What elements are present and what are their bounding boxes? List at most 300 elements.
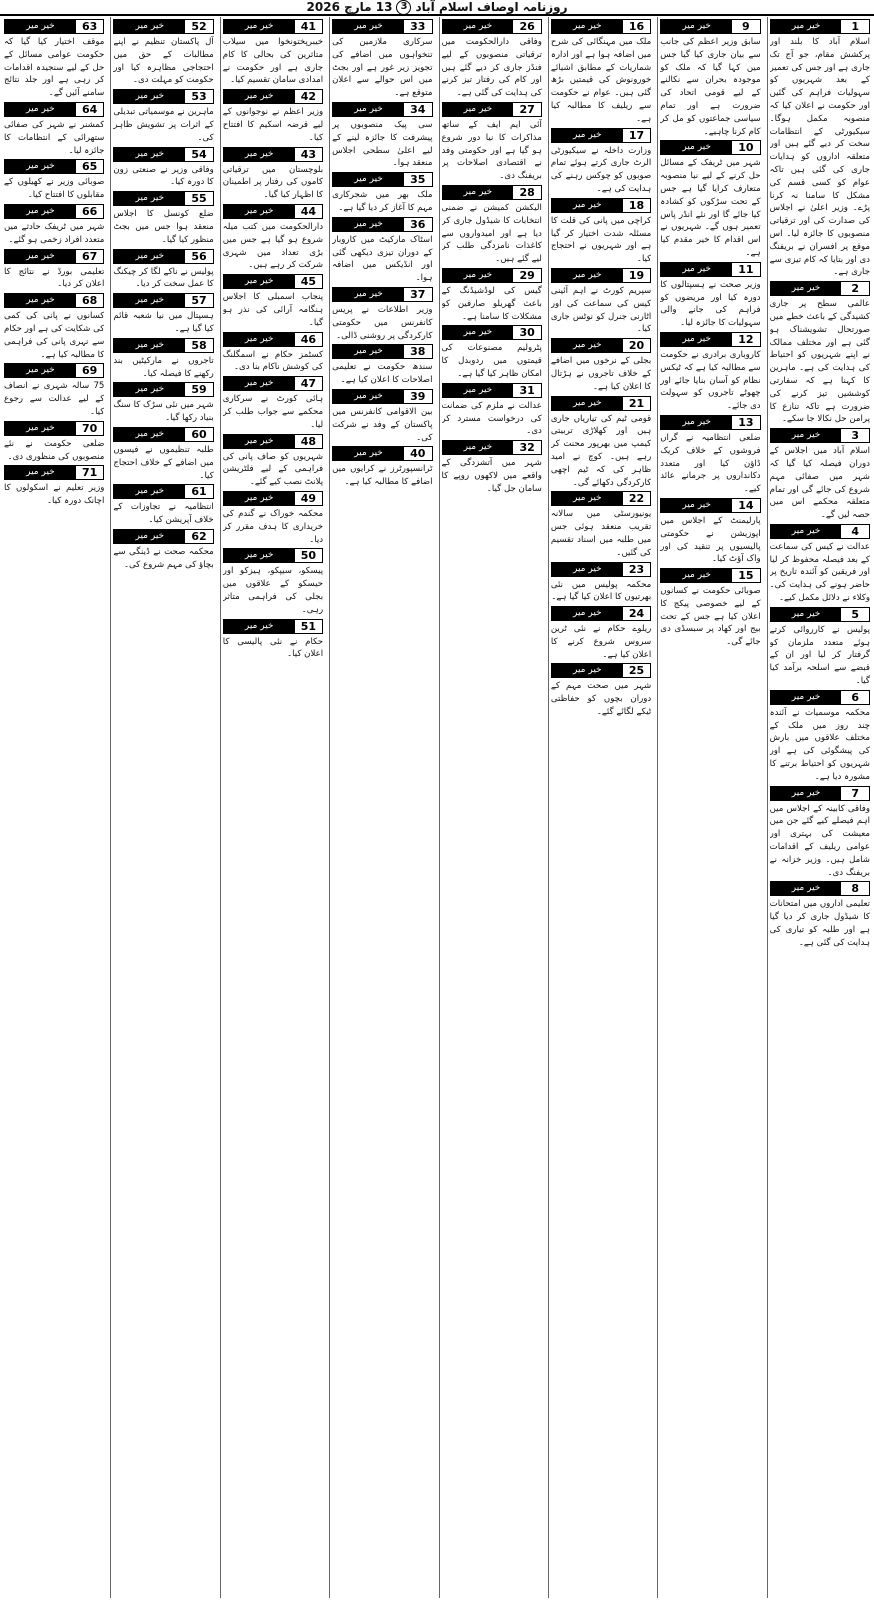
item-header — [223, 619, 323, 634]
item-label: خیر میر — [661, 333, 732, 346]
columns-container — [2, 17, 872, 1598]
item-header — [223, 491, 323, 506]
item-label: خیر میر — [771, 429, 842, 442]
item-header — [223, 274, 323, 289]
item-label: خیر میر — [443, 326, 514, 339]
item-label: خیر میر — [552, 664, 623, 677]
news-item — [770, 786, 870, 880]
item-label: خیر میر — [5, 160, 76, 173]
item-label: خیر میر — [771, 282, 842, 295]
item-header — [113, 249, 213, 264]
item-text: قومی ٹیم کی تیاریاں جاری ہیں اور کھلاڑی تربیتی کیمپ میں بھرپور محنت کر رہے ہیں۔ کوچ نے امید ظاہر کی کہ ٹیم اچھی کارکردگی دکھائے گی۔ — [550, 413, 652, 488]
item-header — [660, 568, 760, 583]
item-number: 38 — [404, 345, 432, 358]
news-item — [4, 204, 104, 247]
news-item — [770, 607, 870, 688]
item-number: 21 — [623, 397, 651, 410]
item-label: خیر میر — [5, 20, 76, 33]
item-header — [332, 446, 432, 461]
item-number: 68 — [76, 294, 104, 307]
item-number: 17 — [623, 129, 651, 142]
item-header — [332, 287, 432, 302]
item-text: شہر میں ٹریفک حادثے میں متعدد افراد زخمی ہو گئے۔ — [4, 221, 105, 245]
item-text: عدالت نے کیس کی سماعت کے بعد فیصلہ محفوظ کر لیا اور فریقین کو آئندہ تاریخ پر حاضر ہونے کی ہدایت کی۔ وکلاء نے دلائل مکمل کیے۔ — [769, 541, 870, 604]
item-text: محکمہ خوراک نے گندم کی خریداری کا ہدف مقرر کر دیا۔ — [222, 508, 324, 545]
item-text: شہر میں ٹریفک کے مسائل حل کرنے کے لیے نیا منصوبہ متعارف کرایا گیا ہے جس کے تحت سڑکوں کو کشادہ کیا جائے گا اور نئے انڈر پاس تعمیر ہوں گے۔ شہریوں نے اس اقدام کا خیر مقدم کیا ہے۔ — [660, 158, 761, 258]
item-number: 22 — [623, 492, 651, 505]
item-label: خیر میر — [114, 250, 185, 263]
item-number: 50 — [295, 549, 323, 562]
item-header — [4, 102, 104, 117]
item-header — [223, 332, 323, 347]
item-text: وزیر اطلاعات نے پریس کانفرنس میں حکومتی کارکردگی پر روشنی ڈالی۔ — [332, 304, 433, 341]
item-label: خیر میر — [443, 269, 514, 282]
item-number: 15 — [732, 569, 760, 582]
news-item — [332, 344, 432, 387]
news-item — [551, 663, 651, 718]
item-header — [332, 172, 432, 187]
news-item — [551, 396, 651, 490]
item-number: 25 — [623, 664, 651, 677]
item-text: شہر میں آتشزدگی کے واقعے میں لاکھوں روپے کا سامان جل گیا۔ — [441, 458, 542, 494]
news-column — [2, 17, 106, 1598]
item-header — [551, 606, 651, 621]
item-header — [332, 102, 432, 117]
item-number: 4 — [841, 525, 869, 538]
item-text: سی پیک منصوبوں پر پیشرفت کا جائزہ لینے کے لیے اعلیٰ سطحی اجلاس منعقد ہوا۔ — [332, 119, 433, 169]
item-number: 33 — [404, 20, 432, 33]
news-item — [660, 415, 760, 496]
item-number: 45 — [295, 275, 323, 288]
item-text: صوبائی وزیر نے کھیلوں کے مقابلوں کا افتتاح کیا۔ — [4, 177, 105, 201]
item-label: خیر میر — [333, 173, 404, 186]
news-item — [4, 19, 104, 100]
item-label: خیر میر — [333, 447, 404, 460]
item-number: 43 — [295, 148, 323, 161]
item-number: 54 — [185, 148, 213, 161]
news-item — [551, 128, 651, 196]
item-label: خیر میر — [552, 492, 623, 505]
item-text: شہر میں نئی سڑک کا سنگ بنیاد رکھا گیا۔ — [113, 400, 214, 424]
item-header — [551, 198, 651, 213]
news-item — [113, 147, 213, 190]
item-text: وفاقی دارالحکومت میں ترقیاتی منصوبوں کے لیے فنڈز جاری کر دیے گئے ہیں اور کام کی رفتار تیز کرنے کی ہدایت کی گئی ہے۔ — [441, 37, 542, 99]
item-text: پیسکو، سیپکو، ہیزکو اور حیسکو کے علاقوں میں بجلی کی فراہمی متاثر رہی۔ — [222, 566, 324, 615]
item-header — [551, 396, 651, 411]
news-item — [113, 293, 213, 336]
item-text: وفاقی کابینہ کے اجلاس میں اہم فیصلے کیے گئے جن میں معیشت کی بہتری اور عوامی ریلیف کے اقدامات شامل ہیں۔ وزیر خزانہ نے بریفنگ دی۔ — [769, 803, 870, 878]
item-header — [770, 786, 870, 801]
news-item — [4, 293, 104, 361]
item-number: 31 — [513, 384, 541, 397]
item-header — [770, 607, 870, 622]
item-header — [660, 19, 760, 34]
item-number: 6 — [841, 691, 869, 704]
item-header — [4, 249, 104, 264]
item-number: 63 — [76, 20, 104, 33]
item-label: خیر میر — [224, 377, 295, 390]
item-header — [551, 268, 651, 283]
item-label: خیر میر — [224, 492, 295, 505]
item-text: سرکاری ملازمین کی تنخواہوں میں اضافے کی تجویز زیر غور ہے اور بجٹ میں اس حوالے سے اعلان متوقع ہے۔ — [332, 37, 433, 99]
item-number: 5 — [841, 608, 869, 621]
item-number: 29 — [513, 269, 541, 282]
item-number: 69 — [76, 364, 104, 377]
item-number: 10 — [732, 141, 760, 154]
item-text: کمشنر نے شہر کی صفائی ستھرائی کے انتظامات کا جائزہ لیا۔ — [4, 119, 105, 156]
item-text: وزارت داخلہ نے سیکیورٹی الرٹ جاری کرتے ہوئے تمام صوبوں کو چوکس رہنے کی ہدایت کی ہے۔ — [550, 145, 652, 194]
item-number: 7 — [841, 787, 869, 800]
item-number: 57 — [185, 294, 213, 307]
item-number: 19 — [623, 269, 651, 282]
item-header — [223, 434, 323, 449]
item-number: 1 — [841, 20, 869, 33]
item-number: 27 — [513, 103, 541, 116]
item-label: خیر میر — [552, 607, 623, 620]
item-text: دارالحکومت میں کتب میلہ شروع ہو گیا ہے جس میں بڑی تعداد میں شہری شرکت کر رہے ہیں۔ — [222, 221, 324, 271]
item-number: 52 — [185, 20, 213, 33]
news-item — [551, 491, 651, 559]
item-label: خیر میر — [661, 20, 732, 33]
item-header — [332, 19, 432, 34]
item-header — [223, 376, 323, 391]
item-number: 51 — [295, 620, 323, 633]
news-item — [442, 268, 542, 323]
news-item — [442, 19, 542, 100]
item-number: 16 — [623, 20, 651, 33]
item-label: خیر میر — [5, 422, 76, 435]
item-header — [551, 491, 651, 506]
item-number: 46 — [295, 333, 323, 346]
item-label: خیر میر — [5, 250, 76, 263]
item-label: خیر میر — [224, 90, 295, 103]
item-header — [442, 102, 542, 117]
item-number: 32 — [513, 441, 541, 454]
news-item — [551, 338, 651, 393]
item-label: خیر میر — [443, 103, 514, 116]
item-label: خیر میر — [5, 466, 76, 479]
news-item — [223, 619, 323, 662]
item-text: وفاقی وزیر نے صنعتی زون کا دورہ کیا۔ — [113, 164, 214, 188]
item-header — [770, 19, 870, 34]
item-text: خیبرپختونخوا میں سیلاب متاثرین کی بحالی کا کام جاری ہے اور حکومت نے امدادی سامان تقسیم کیا۔ — [222, 37, 324, 86]
news-item — [113, 427, 213, 482]
item-label: خیر میر — [443, 441, 514, 454]
news-column — [548, 17, 653, 1598]
news-item — [332, 446, 432, 489]
item-number: 26 — [513, 20, 541, 33]
item-text: عالمی سطح پر جاری کشیدگی کے باعث خطے میں صورتحال تشویشناک ہو گئی ہے اور مختلف ممالک نے اپنے شہریوں کو احتیاط کی ہدایت کی ہے۔ ماہرین کا کہنا ہے کہ سفارتی کوششیں تیز کرنے کی ضرورت ہے تاکہ تنازع کا پرامن حل نکالا جا سکے۔ — [769, 299, 870, 425]
item-number: 39 — [404, 390, 432, 403]
news-item — [442, 440, 542, 495]
item-header — [442, 185, 542, 200]
item-text: کاروباری برادری نے حکومت سے مطالبہ کیا ہے کہ ٹیکس نظام کو آسان بنایا جائے اور چھوٹے تاجروں کو سہولت دی جائے۔ — [660, 349, 761, 412]
news-item — [113, 19, 213, 87]
news-item — [113, 249, 213, 292]
item-label: خیر میر — [114, 20, 185, 33]
item-header — [4, 465, 104, 480]
item-number: 60 — [185, 428, 213, 441]
item-number: 9 — [732, 20, 760, 33]
item-number: 24 — [623, 607, 651, 620]
item-header — [551, 19, 651, 34]
news-item — [770, 281, 870, 426]
item-number: 59 — [185, 383, 213, 396]
news-item — [442, 185, 542, 266]
item-label: خیر میر — [333, 288, 404, 301]
item-text: پنجاب اسمبلی کا اجلاس ہنگامہ آرائی کی نذر ہو گیا۔ — [222, 292, 324, 328]
item-label: خیر میر — [5, 103, 76, 116]
item-label: خیر میر — [771, 787, 842, 800]
item-header — [332, 389, 432, 404]
news-item — [551, 268, 651, 336]
item-header — [113, 427, 213, 442]
news-item — [770, 881, 870, 949]
item-text: ضلع کونسل کا اجلاس منعقد ہوا جس میں بجٹ منظور کیا گیا۔ — [113, 209, 214, 245]
item-text: ہسپتال میں نیا شعبہ قائم کیا گیا ہے۔ — [113, 311, 214, 334]
item-header — [4, 363, 104, 378]
item-label: خیر میر — [5, 205, 76, 218]
item-header — [223, 19, 323, 34]
item-header — [660, 262, 760, 277]
item-header — [660, 498, 760, 513]
item-label: خیر میر — [114, 485, 185, 498]
news-item — [4, 102, 104, 157]
item-number: 42 — [295, 90, 323, 103]
item-text: صوبائی حکومت نے کسانوں کے لیے خصوصی پیکج کا اعلان کیا ہے جس کے تحت بیج اور کھاد پر سبسڈی دی جائے گی۔ — [660, 586, 761, 648]
item-label: خیر میر — [224, 333, 295, 346]
item-number: 65 — [76, 160, 104, 173]
item-label: خیر میر — [224, 549, 295, 562]
item-text: بجلی کے نرخوں میں اضافے کے خلاف تاجروں نے ہڑتال کا اعلان کیا ہے۔ — [550, 356, 652, 392]
item-number: 56 — [185, 250, 213, 263]
item-label: خیر میر — [771, 882, 842, 895]
item-number: 62 — [185, 530, 213, 543]
news-item — [442, 325, 542, 380]
item-text: گیس کی لوڈشیڈنگ کے باعث گھریلو صارفین کو مشکلات کا سامنا ہے۔ — [441, 285, 542, 322]
item-header — [332, 217, 432, 232]
news-item — [223, 548, 323, 616]
news-column — [220, 17, 325, 1598]
item-text: حکام نے نئی پالیسی کا اعلان کیا۔ — [222, 636, 324, 660]
item-number: 11 — [732, 263, 760, 276]
item-header — [223, 89, 323, 104]
item-number: 71 — [76, 466, 104, 479]
item-number: 55 — [185, 192, 213, 205]
item-text: ملک میں مہنگائی کی شرح میں اضافہ ہوا ہے اور ادارہ شماریات کے مطابق اشیائے خورونوش کی قیمتیں بڑھ گئی ہیں۔ عوام نے حکومت سے ریلیف کا مطالبہ کیا ہے۔ — [550, 37, 652, 124]
news-column — [657, 17, 762, 1598]
masthead — [0, 0, 874, 16]
news-item — [551, 606, 651, 661]
item-number: 47 — [295, 377, 323, 390]
news-item — [113, 484, 213, 527]
item-number: 40 — [404, 447, 432, 460]
item-label: خیر میر — [771, 691, 842, 704]
item-text: اسلام آباد کا بلند اور پرکشش مقام، جو آج تک جاری ہے اور جس کی تعمیر کے بعد شہریوں کو سہولیات فراہم کی گئیں اور حکومت نے اعلان کیا کہ منصوبہ مکمل ہوگا۔ سیکیورٹی کے انتظامات سخت کر دیے گئے ہیں اور متعلقہ اداروں کو ہدایات جاری کی گئی ہیں تاکہ عوام کو کسی قسم کی مشکل کا سامنا نہ کرنا پڑے۔ وزیر اعلیٰ نے اجلاس کی صدارت کی اور ترقیاتی منصوبوں کا جائزہ لیا۔ اس موقع پر افسران نے بریفنگ دی اور بتایا کہ کام تیزی سے جاری ہے۔ — [769, 37, 870, 278]
item-text: ماہرین نے موسمیاتی تبدیلی کے اثرات پر تشویش ظاہر کی۔ — [113, 107, 214, 143]
item-text: ضلعی حکومت نے نئے منصوبوں کی منظوری دی۔ — [4, 438, 105, 462]
news-item — [113, 382, 213, 425]
item-text: شہریوں کو صاف پانی کی فراہمی کے لیے فلٹریشن پلانٹ نصب کیے گئے۔ — [222, 451, 324, 488]
item-header — [551, 128, 651, 143]
item-header — [4, 421, 104, 436]
item-number: 48 — [295, 435, 323, 448]
item-number: 53 — [185, 90, 213, 103]
item-label: خیر میر — [114, 294, 185, 307]
item-header — [442, 440, 542, 455]
news-item — [551, 562, 651, 605]
page-number: 3 — [396, 0, 411, 15]
item-text: بلوچستان میں ترقیاتی کاموں کی رفتار پر اطمینان کا اظہار کیا گیا۔ — [222, 164, 324, 201]
item-number: 28 — [513, 186, 541, 199]
item-label: خیر میر — [552, 20, 623, 33]
item-text: ٹرانسپورٹرز نے کرایوں میں اضافے کا مطالبہ کیا ہے۔ — [332, 464, 433, 488]
item-header — [223, 147, 323, 162]
item-header — [4, 159, 104, 174]
item-text: کسٹمز حکام نے اسمگلنگ کی کوشش ناکام بنا دی۔ — [222, 349, 324, 373]
item-text: بین الاقوامی کانفرنس میں پاکستان کے وفد نے شرکت کی۔ — [332, 406, 433, 443]
news-item — [660, 332, 760, 413]
item-label: خیر میر — [552, 339, 623, 352]
news-item — [223, 204, 323, 272]
item-label: خیر میر — [114, 530, 185, 543]
item-label: خیر میر — [224, 435, 295, 448]
news-item — [660, 498, 760, 566]
item-header — [113, 529, 213, 544]
item-text: وزیر اعظم نے نوجوانوں کے لیے قرضہ اسکیم کا افتتاح کیا۔ — [222, 107, 324, 143]
item-header — [442, 383, 542, 398]
item-label: خیر میر — [114, 148, 185, 161]
item-header — [551, 562, 651, 577]
item-label: خیر میر — [114, 192, 185, 205]
item-text: طلبہ تنظیموں نے فیسوں میں اضافے کے خلاف احتجاج کیا۔ — [113, 444, 214, 481]
item-text: عدالت نے ملزم کی ضمانت کی درخواست مسترد کر دی۔ — [441, 400, 542, 437]
item-number: 20 — [623, 339, 651, 352]
item-text: پولیس نے کارروائی کرتے ہوئے متعدد ملزمان کو گرفتار کر لیا اور ان کے قبضے سے اسلحہ برآمد کیا گیا۔ — [769, 624, 870, 687]
item-header — [4, 19, 104, 34]
news-item — [223, 274, 323, 329]
news-item — [332, 287, 432, 342]
item-text: آئی ایم ایف کے ساتھ مذاکرات کا نیا دور شروع ہو گیا ہے اور حکومتی وفد نے اقتصادی اصلاحات پر بریفنگ دی۔ — [441, 119, 542, 182]
item-label: خیر میر — [771, 20, 842, 33]
item-text: سپریم کورٹ نے اہم آئینی کیس کی سماعت کی اور اٹارنی جنرل کو نوٹس جاری کیا۔ — [550, 285, 652, 335]
item-number: 37 — [404, 288, 432, 301]
item-header — [113, 191, 213, 206]
item-number: 64 — [76, 103, 104, 116]
news-item — [223, 332, 323, 375]
news-column — [767, 17, 872, 1598]
item-number: 2 — [841, 282, 869, 295]
news-item — [442, 383, 542, 438]
item-text: محکمہ صحت نے ڈینگی سے بچاؤ کی مہم شروع کی۔ — [113, 546, 214, 570]
news-item — [660, 140, 760, 259]
item-label: خیر میر — [443, 384, 514, 397]
item-header — [113, 338, 213, 353]
item-label: خیر میر — [661, 569, 732, 582]
news-item — [770, 524, 870, 605]
news-item — [223, 89, 323, 144]
item-label: خیر میر — [443, 186, 514, 199]
item-header — [660, 415, 760, 430]
item-text: تاجروں نے مارکیٹیں بند رکھنے کا فیصلہ کیا۔ — [113, 355, 214, 379]
news-item — [660, 19, 760, 138]
item-header — [442, 268, 542, 283]
news-item — [551, 198, 651, 266]
item-label: خیر میر — [114, 383, 185, 396]
item-header — [551, 663, 651, 678]
item-text: ہائی کورٹ نے سرکاری محکمے سے جواب طلب کر لیا۔ — [222, 394, 324, 430]
item-text: تعلیمی بورڈ نے نتائج کا اعلان کر دیا۔ — [4, 266, 105, 290]
item-label: خیر میر — [114, 428, 185, 441]
item-label: خیر میر — [333, 20, 404, 33]
news-item — [332, 19, 432, 100]
item-number: 18 — [623, 199, 651, 212]
item-text: پولیس نے ناکے لگا کر چیکنگ کا عمل سخت کر دیا۔ — [113, 266, 214, 290]
item-number: 30 — [513, 326, 541, 339]
item-number: 67 — [76, 250, 104, 263]
item-text: موقف اختیار کیا گیا کہ حکومت عوامی مسائل کے حل کے لیے سنجیدہ اقدامات کر رہی ہے اور جلد نتائج سامنے آئیں گے۔ — [4, 37, 105, 99]
news-item — [660, 568, 760, 649]
item-label: خیر میر — [552, 397, 623, 410]
item-text: الیکشن کمیشن نے ضمنی انتخابات کا شیڈول جاری کر دیا ہے اور امیدواروں سے کاغذات نامزدگی طلب کر لیے گئے ہیں۔ — [441, 202, 542, 265]
item-number: 34 — [404, 103, 432, 116]
item-label: خیر میر — [552, 269, 623, 282]
item-number: 8 — [841, 882, 869, 895]
news-item — [113, 191, 213, 246]
item-number: 61 — [185, 485, 213, 498]
item-number: 3 — [841, 429, 869, 442]
item-header — [770, 690, 870, 705]
item-header — [4, 204, 104, 219]
news-item — [223, 491, 323, 546]
item-text: 75 سالہ شہری نے انصاف کے لیے عدالت سے رجوع کیا۔ — [4, 381, 105, 417]
item-header — [442, 325, 542, 340]
item-text: اسلام آباد میں اجلاس کے دوران فیصلہ کیا گیا کہ شہر میں صفائی مہم شروع کی جائے گی اور تمام متعلقہ محکمے اس میں حصہ لیں گے۔ — [769, 446, 870, 521]
item-number: 35 — [404, 173, 432, 186]
item-header — [442, 19, 542, 34]
item-text: محکمہ موسمیات نے آئندہ چند روز میں ملک کے مختلف علاقوں میں بارش کی پیشگوئی کی ہے اور شہریوں کو احتیاط برتنے کا مشورہ دیا ہے۔ — [769, 707, 870, 782]
news-item — [113, 338, 213, 381]
item-label: خیر میر — [333, 345, 404, 358]
item-header — [223, 548, 323, 563]
item-header — [660, 332, 760, 347]
item-label: خیر میر — [224, 275, 295, 288]
item-label: خیر میر — [661, 263, 732, 276]
news-column — [329, 17, 434, 1598]
item-number: 41 — [295, 20, 323, 33]
item-header — [770, 524, 870, 539]
item-label: خیر میر — [552, 129, 623, 142]
news-item — [223, 19, 323, 87]
item-label: خیر میر — [443, 20, 514, 33]
item-text: کراچی میں پانی کی قلت کا مسئلہ شدت اختیار کر گیا ہے اور شہریوں نے احتجاج کیا۔ — [550, 215, 652, 265]
item-header — [113, 382, 213, 397]
item-header — [770, 881, 870, 896]
news-item — [551, 19, 651, 126]
item-label: خیر میر — [661, 416, 732, 429]
item-label: خیر میر — [661, 499, 732, 512]
item-text: سابق وزیر اعظم کی جانب سے بیان جاری کیا گیا جس میں کہا گیا کہ ملک کو موجودہ بحران سے نکالنے کے لیے قومی اتحاد کی ضرورت ہے اور تمام سیاسی جماعتوں کو مل کر کام کرنا چاہیے۔ — [660, 37, 761, 137]
publication-date: 13 مارچ 2026 — [306, 0, 393, 14]
item-label: خیر میر — [552, 563, 623, 576]
item-header — [113, 89, 213, 104]
item-number: 44 — [295, 205, 323, 218]
item-label: خیر میر — [333, 103, 404, 116]
item-header — [113, 484, 213, 499]
item-label: خیر میر — [771, 608, 842, 621]
item-text: سندھ حکومت نے تعلیمی اصلاحات کا اعلان کیا ہے۔ — [332, 362, 433, 386]
item-number: 13 — [732, 416, 760, 429]
